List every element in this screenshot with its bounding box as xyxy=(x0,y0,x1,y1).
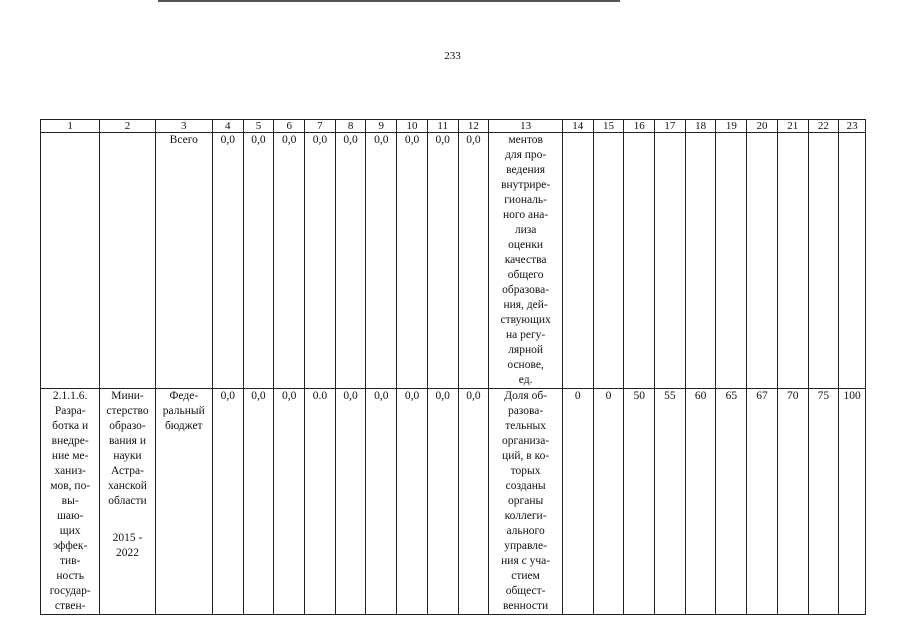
header-cell: 2 xyxy=(100,120,155,133)
cell-target xyxy=(655,133,686,389)
cell-value: 0,0 xyxy=(427,389,458,615)
cell-target xyxy=(685,133,716,389)
header-cell: 20 xyxy=(747,120,778,133)
cell-executor xyxy=(100,133,155,389)
table-row xyxy=(41,389,866,615)
cell-value: 0,0 xyxy=(335,133,366,389)
cell-target: 0 xyxy=(593,389,624,615)
top-rule xyxy=(158,0,620,2)
cell-value: 0,0 xyxy=(274,133,305,389)
header-cell: 14 xyxy=(562,120,593,133)
cell-target: 100 xyxy=(839,389,866,615)
cell-value: 0,0 xyxy=(243,133,274,389)
header-cell: 5 xyxy=(243,120,274,133)
header-cell: 15 xyxy=(593,120,624,133)
table-row xyxy=(41,133,866,389)
header-cell: 16 xyxy=(624,120,655,133)
cell-value: 0,0 xyxy=(366,389,397,615)
cell-target: 50 xyxy=(624,389,655,615)
cell-target: 55 xyxy=(655,389,686,615)
cell-target: 67 xyxy=(747,389,778,615)
cell-target xyxy=(593,133,624,389)
cell-measure: 2.1.1.6. Разра- ботка и внедре- ние ме- ханиз- мов, по- вы- шаю- щих эффек- тив- ность государ- ствен- xyxy=(41,389,100,615)
cell-funding-source: Всего xyxy=(155,133,212,389)
cell-target xyxy=(808,133,839,389)
program-table xyxy=(40,119,866,615)
cell-target xyxy=(839,133,866,389)
cell-target xyxy=(716,133,747,389)
header-cell: 21 xyxy=(777,120,808,133)
cell-value: 0,0 xyxy=(212,133,243,389)
cell-value: 0,0 xyxy=(335,389,366,615)
cell-value: 0,0 xyxy=(458,389,489,615)
header-cell: 1 xyxy=(41,120,100,133)
cell-value: 0.0 xyxy=(305,389,336,615)
header-row xyxy=(41,120,866,133)
cell-measure xyxy=(41,133,100,389)
cell-target: 0 xyxy=(562,389,593,615)
cell-target: 75 xyxy=(808,389,839,615)
header-cell: 4 xyxy=(212,120,243,133)
header-cell: 6 xyxy=(274,120,305,133)
cell-value: 0,0 xyxy=(305,133,336,389)
header-cell: 10 xyxy=(397,120,428,133)
cell-indicator: Доля об- разова- тельных организа- ций, в ко- торых созданы органы коллеги- ального управле- ния с уча- стием общест- венности xyxy=(489,389,563,615)
cell-value: 0,0 xyxy=(397,389,428,615)
cell-target xyxy=(777,133,808,389)
cell-target: 70 xyxy=(777,389,808,615)
cell-value: 0,0 xyxy=(427,133,458,389)
header-cell: 22 xyxy=(808,120,839,133)
cell-target: 65 xyxy=(716,389,747,615)
header-cell: 3 xyxy=(155,120,212,133)
cell-value: 0,0 xyxy=(366,133,397,389)
cell-indicator: ментов для про- ведения внутрире- гиональ- ного ана- лиза оценки качества общего образова- ния, дей- ствующих на регу- лярной основе, ед. xyxy=(489,133,563,389)
header-cell: 7 xyxy=(305,120,336,133)
header-cell: 8 xyxy=(335,120,366,133)
cell-executor xyxy=(100,389,155,615)
header-cell: 13 xyxy=(489,120,563,133)
cell-value: 0,0 xyxy=(274,389,305,615)
header-cell: 9 xyxy=(366,120,397,133)
cell-target xyxy=(562,133,593,389)
header-cell: 23 xyxy=(839,120,866,133)
header-cell: 17 xyxy=(655,120,686,133)
cell-value: 0,0 xyxy=(397,133,428,389)
cell-value: 0,0 xyxy=(243,389,274,615)
cell-value: 0,0 xyxy=(212,389,243,615)
cell-target xyxy=(747,133,778,389)
header-cell: 19 xyxy=(716,120,747,133)
page-number: 233 xyxy=(444,50,461,62)
cell-value: 0,0 xyxy=(458,133,489,389)
executor-period: 2015 - 2022 xyxy=(112,532,143,559)
cell-funding-source: Феде- ральный бюджет xyxy=(155,389,212,615)
header-cell: 12 xyxy=(458,120,489,133)
header-cell: 11 xyxy=(427,120,458,133)
executor-name: Мини- стерство образо- вания и науки Астра- ханской области xyxy=(106,390,149,507)
cell-target xyxy=(624,133,655,389)
header-cell: 18 xyxy=(685,120,716,133)
cell-target: 60 xyxy=(685,389,716,615)
